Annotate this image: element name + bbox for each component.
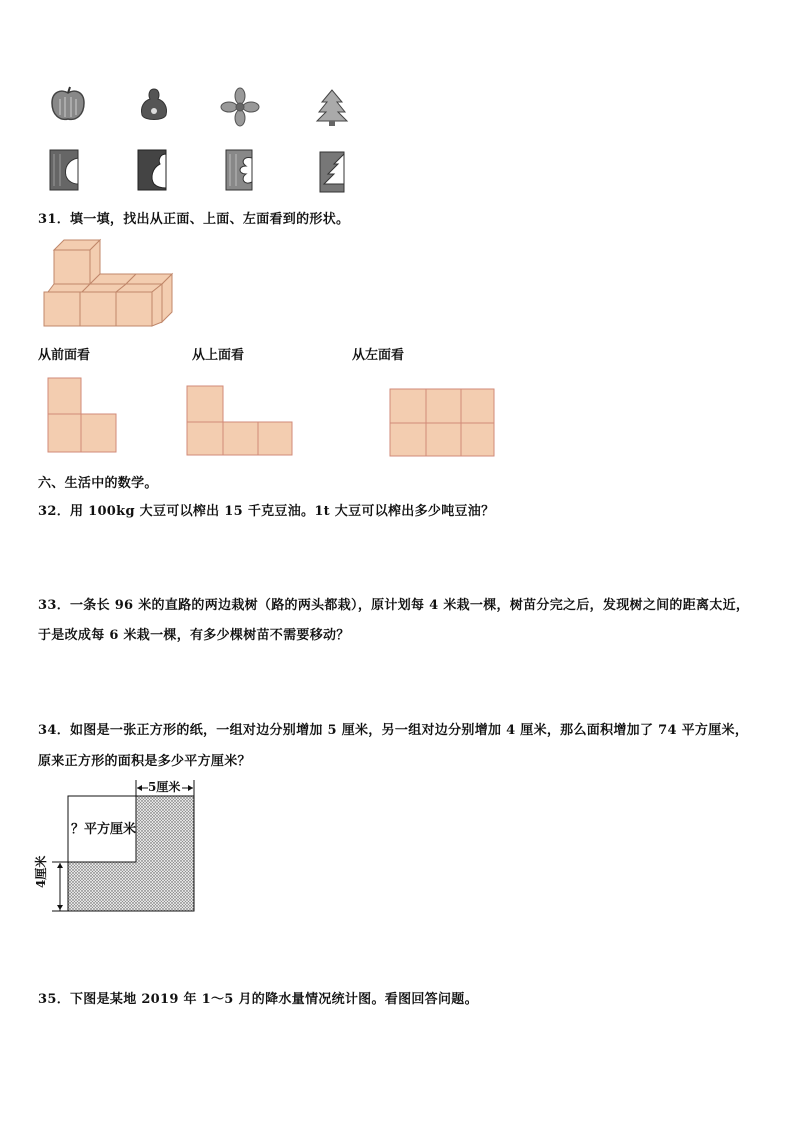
apple-icon [48,85,88,125]
flower-icon [220,87,260,127]
top-view-label: 从上面看 [192,348,245,363]
left-view-label: 从左面看 [352,348,405,363]
section-6-title: 六、生活中的数学。 [38,476,158,491]
half-gourd-icon [134,148,174,192]
gourd-icon [134,85,174,125]
top-view-shape [186,385,296,460]
square-area-label: ？平方厘米 [71,822,137,837]
left-dimension-label: 4厘米 [34,855,48,888]
square-area-diagram [36,776,206,916]
top-dimension-label: 5厘米 [148,780,181,794]
half-flower-icon [222,148,262,192]
left-view-shape [389,388,499,458]
question-35: 35．下图是某地 2019 年 1～5 月的降水量情况统计图。看图回答问题。 [38,992,478,1007]
half-apple-icon [48,148,88,192]
cube-stack-figure [38,234,178,334]
question-34-line2: 原来正方形的面积是多少平方厘米？ [38,754,251,769]
front-view-shape [47,377,127,457]
half-tree-icon [318,150,358,194]
question-34-line1: 34．如图是一张正方形的纸，一组对边分别增加 5 厘米，另一组对边分别增加 4 厘米，那么面积增加了 74 平方厘米， [38,723,749,738]
question-32: 32．用 100kg 大豆可以榨出 15 千克豆油。1t 大豆可以榨出多少吨豆油？ [38,504,495,519]
question-33-line1: 33．一条长 96 米的直路的两边栽树（路的两头都栽），原计划每 4 米栽一棵，树苗分完之后，发现树之间的距离太近， [38,598,750,613]
question-33-line2: 于是改成每 6 米栽一棵，有多少棵树苗不需要移动？ [38,628,350,643]
tree-icon [314,88,354,128]
front-view-label: 从前面看 [38,348,91,363]
question-31: 31．填一填，找出从正面、上面、左面看到的形状。 [38,212,350,227]
